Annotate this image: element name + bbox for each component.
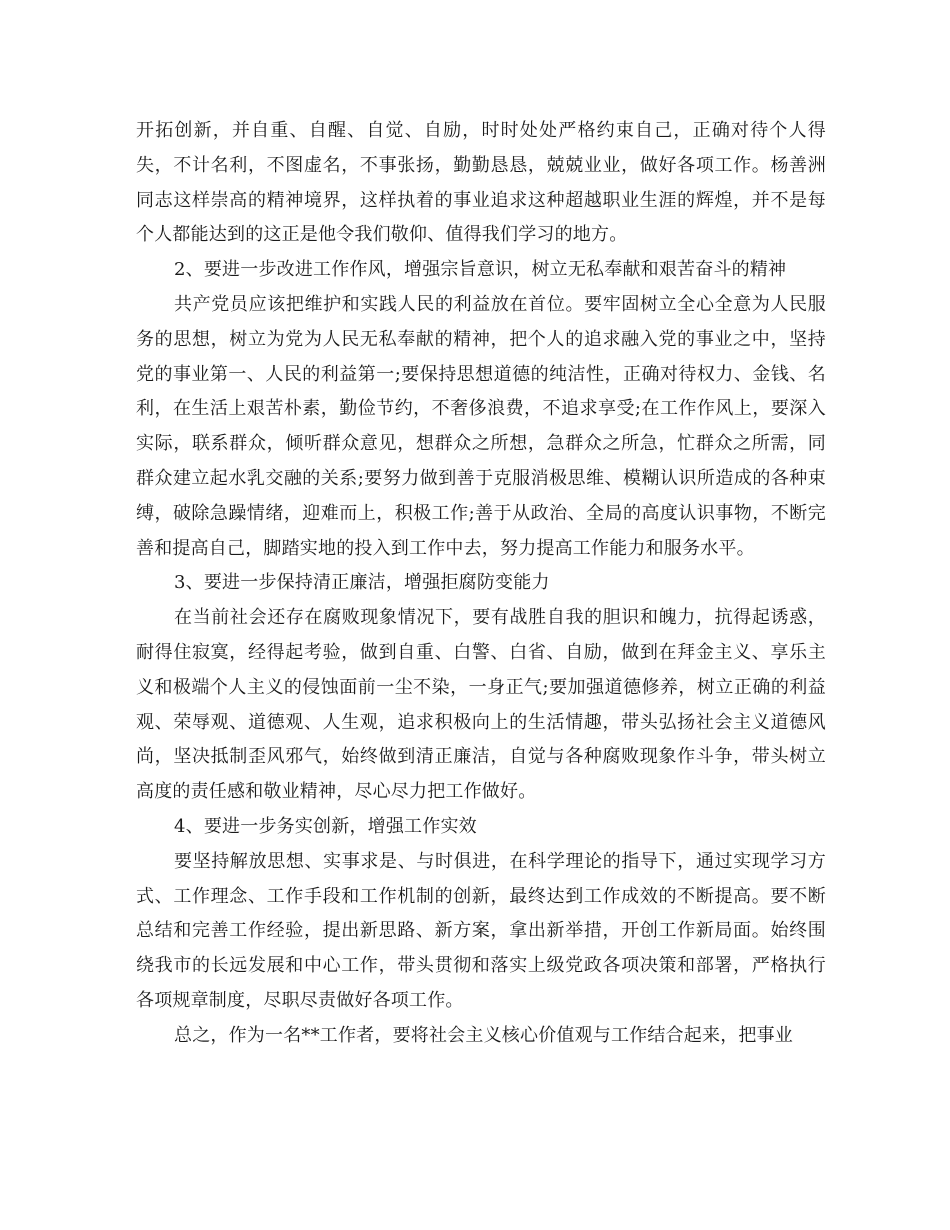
paragraph-7: 要坚持解放思想、实事求是、与时俱进，在科学理论的指导下，通过实现学习方式、工作理念、工作手段和工作机制的创新，最终达到工作成效的不断提高。要不断总结和完善工作经验，提出新思路、新方案，拿出新举措，开创工作新局面。始终围绕我市的长远发展和中心工作，带头贯彻和落实上级党政各项决策和部署，严格执行各项规章制度，尽职尽责做好各项工作。 — [136, 850, 826, 1011]
paragraph-3: 共产党员应该把维护和实践人民的利益放在首位。要牢固树立全心全意为人民服务的思想，树立为党为人民无私奉献的精神，把个人的追求融入党的事业之中，坚持党的事业第一、人民的利益第一;要保持思想道德的纯洁性，正确对待权力、金钱、名利，在生活上艰苦朴素，勤俭节约，不奢侈浪费，不追求享受;在工作作风上，要深入实际，联系群众，倾听群众意见，想群众之所想，急群众之所急，忙群众之所需，同群众建立起水乳交融的关系;要努力做到善于克服消极思维、模糊认识所造成的各种束缚，破除急躁情绪，迎难而上，积极工作;善于从政治、全局的高度认识事物，不断完善和提高自己，脚踏实地的投入到工作中去，努力提高工作能力和服务水平。 — [136, 293, 826, 559]
paragraph-1: 开拓创新，并自重、自醒、自觉、自励，时时处处严格约束自己，正确对待个人得失，不计名利，不图虚名，不事张扬，勤勤恳恳，兢兢业业，做好各项工作。杨善洲同志这样崇高的精神境界，这样执着的事业追求这种超越职业生涯的辉煌，并不是每个人都能达到的这正是他令我们敬仰、值得我们学习的地方。 — [136, 120, 826, 246]
section-heading-4: 4、要进一步务实创新，增强工作实效 — [174, 815, 477, 837]
document-body — [136, 114, 826, 1054]
paragraph-8: 总之，作为一名**工作者，要将社会主义核心价值观与工作结合起来，把事业 — [174, 1024, 793, 1046]
section-heading-3: 3、要进一步保持清正廉洁，增强拒腐防变能力 — [174, 572, 550, 594]
paragraph-5: 在当前社会还存在腐败现象情况下，要有战胜自我的胆识和魄力，抗得起诱惑，耐得住寂寞，经得起考验，做到自重、白警、白省、自励，做到在拜金主义、享乐主义和极端个人主义的侵蚀面前一尘不染，一身正气;要加强道德修养，树立正确的利益观、荣辱观、道德观、人生观，追求积极向上的生活情趣，带头弘扬社会主义道德风尚，坚决抵制歪风邪气，始终做到清正廉洁，自觉与各种腐败现象作斗争，带头树立高度的责任感和敬业精神，尽心尽力把工作做好。 — [136, 607, 826, 803]
section-heading-2: 2、要进一步改进工作作风，增强宗旨意识，树立无私奉献和艰苦奋斗的精神 — [174, 259, 787, 281]
